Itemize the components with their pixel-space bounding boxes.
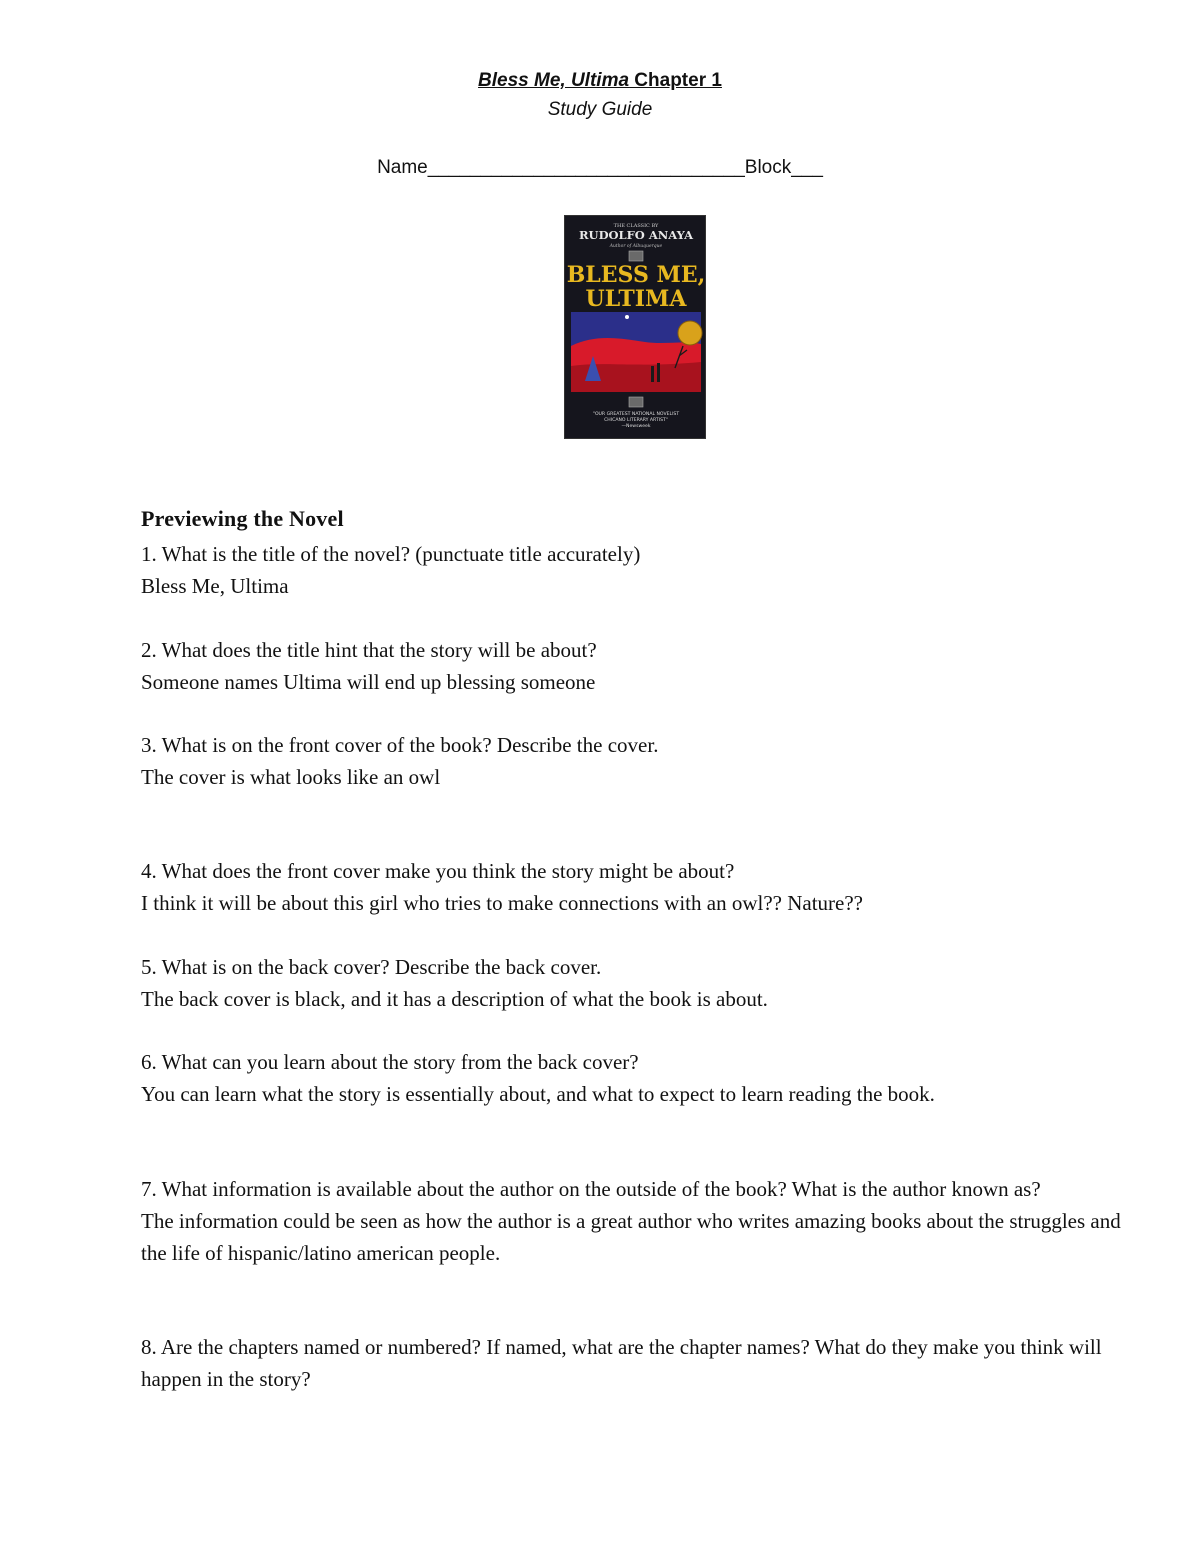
question-text: 1. What is the title of the novel? (punctuate title accurately) [141,542,641,566]
cover-title-line2: ULTIMA [585,286,687,312]
question-block-4 [141,855,1131,919]
cover-quote-line2: CHICANO LITERARY ARTIST" [604,418,668,423]
chapter-label: Chapter 1 [629,70,722,91]
cover-quote-source: —Newsweek [621,424,651,429]
cover-moon [625,315,629,319]
question-block-6 [141,1046,1131,1110]
answer-text: I think it will be about this girl who tries to make connections with an owl?? Nature?? [141,891,863,915]
book-title: Bless Me, Ultima [478,70,630,91]
answer-text: You can learn what the story is essentially about, and what to expect to learn reading the book. [141,1082,935,1106]
cover-author-sub: Author of Albuquerque [609,244,663,249]
cover-award-seal [678,321,702,345]
questions-section [141,504,1131,1395]
cover-top-line: THE CLASSIC BY [613,223,659,229]
block-label: Block [744,157,792,178]
question-text: 6. What can you learn about the story from the back cover? [141,1050,639,1074]
section-heading: Previewing the Novel [141,506,344,531]
question-block-3 [141,729,1131,793]
question-block-5 [141,951,1131,1015]
cover-figure-1 [651,366,654,382]
answer-text: The back cover is black, and it has a description of what the book is about. [141,987,768,1011]
cover-title-line1: BLESS ME, [566,262,706,288]
name-label: Name [377,157,428,178]
name-block-line [0,157,1200,179]
question-text: 4. What does the front cover make you think the story might be about? [141,859,735,883]
cover-emblem-top [629,251,643,261]
question-block-7 [141,1173,1131,1269]
answer-text: Bless Me, Ultima [141,574,289,598]
answer-text: Someone names Ultima will end up blessing someone [141,670,596,694]
question-block-2 [141,634,1131,698]
question-text: 5. What is on the back cover? Describe the back cover. [141,955,602,979]
cover-figure-2 [657,363,660,382]
question-text: 2. What does the title hint that the story will be about? [141,638,597,662]
book-cover-image [564,215,706,439]
question-block-8 [141,1331,1131,1395]
document-title [0,70,1200,92]
cover-quote-line1: "OUR GREATEST NATIONAL NOVELIST [592,412,680,417]
cover-emblem-bottom [629,397,643,407]
question-text: 3. What is on the front cover of the book? Describe the cover. [141,733,659,757]
question-text: 7. What information is available about the author on the outside of the book? What is the author known as? [141,1177,1041,1201]
answer-text: The information could be seen as how the author is a great author who writes amazing books about the struggles and the life of hispanic/latino american people. [141,1209,1121,1265]
name-blank: ______________________________ [427,157,745,178]
question-block-1 [141,538,1131,602]
answer-text: The cover is what looks like an owl [141,765,441,789]
cover-author: RUDOLFO ANAYA [578,228,694,242]
block-blank: ___ [791,157,823,178]
question-text: 8. Are the chapters named or numbered? If named, what are the chapter names? What do they make you think will happen in the story? [141,1335,1102,1391]
document-subtitle: Study Guide [547,99,653,120]
